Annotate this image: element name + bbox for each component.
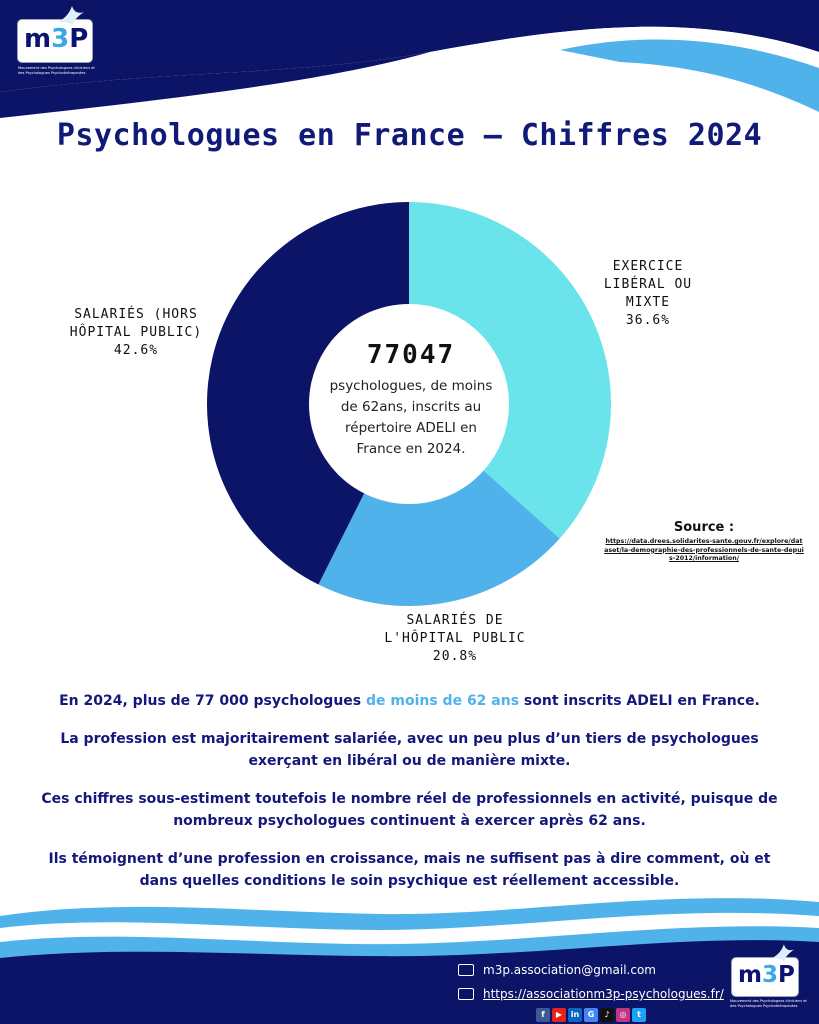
logo-tagline-footer: Mouvement des Psychologues cliniciens et des Psychologues Psychothérapeutes: [730, 999, 807, 1008]
source-block: [604, 520, 804, 564]
contact-block: [458, 960, 728, 1022]
logo-wordmark-footer: m3P: [738, 962, 795, 988]
source-link[interactable]: https://data.drees.solidarites-sante.gouv.fr/explore/dataset/la-demographie-des-professionnels-de-sante-depuis-2012/information/: [604, 538, 804, 563]
slice-name-liberal: EXERCICE LIBÉRAL OU MIXTE: [603, 259, 693, 310]
email-icon: [458, 964, 474, 976]
linkedin-icon[interactable]: in: [568, 1008, 582, 1022]
paragraph-1: En 2024, plus de 77 000 psychologues de moins de 62 ans sont inscrits ADELI en France.: [59, 693, 760, 709]
paragraph-3: Ces chiffres sous-estiment toutefois le nombre réel de professionnels en activité, puisque de nombreux psychologues continuent à exercer après 62 ans.: [41, 791, 778, 829]
paragraph-4: Ils témoignent d’une profession en croissance, mais ne suffisent pas à dire comment, où et dans quelles conditions le soin psychique est réellement accessible.: [48, 851, 771, 889]
body-text: [40, 690, 779, 908]
center-description: psychologues, de moins de 62ans, inscrits au répertoire ADELI en France en 2024.: [329, 378, 493, 457]
twitter-icon[interactable]: t: [632, 1008, 646, 1022]
logo-wordmark: m3P: [24, 24, 89, 54]
email-address[interactable]: m3p.association@gmail.com: [483, 963, 656, 977]
website-link[interactable]: https://associationm3p-psychologues.fr/: [483, 987, 724, 1001]
bird-icon-footer: [770, 942, 796, 964]
slice-value-hopital: 20.8%: [432, 649, 478, 664]
email-row: [458, 960, 728, 980]
center-total: 77047: [366, 340, 456, 370]
paragraph-2: La profession est majoritairement salariée, avec un peu plus d’un tiers de psychologues exerçant en libéral ou de manière mixte.: [60, 731, 759, 769]
slice-name-salaries-hors: SALARIÉS (HORS HÔPITAL PUBLIC): [69, 307, 203, 340]
source-title: Source :: [673, 520, 735, 535]
slice-label-hopital: [370, 612, 540, 666]
google-icon[interactable]: G: [584, 1008, 598, 1022]
instagram-icon[interactable]: ◎: [616, 1008, 630, 1022]
tiktok-icon[interactable]: ♪: [600, 1008, 614, 1022]
web-icon: [458, 988, 474, 1000]
slice-value-salaries-hors: 42.6%: [113, 343, 159, 358]
page-title: Psychologues en France – Chiffres 2024: [56, 118, 763, 153]
slice-name-hopital: SALARIÉS DE L'HÔPITAL PUBLIC: [384, 613, 526, 646]
highlight-age: de moins de 62 ans: [365, 693, 520, 709]
logo-tagline: Mouvement des Psychologues cliniciens et des Psychologues Psychothérapeutes: [18, 66, 95, 75]
donut-center: [322, 340, 500, 460]
slice-label-salaries-hors: [56, 306, 216, 360]
slice-value-liberal: 36.6%: [625, 313, 671, 328]
slice-label-liberal: [586, 258, 710, 330]
facebook-icon[interactable]: f: [536, 1008, 550, 1022]
youtube-icon[interactable]: ▶: [552, 1008, 566, 1022]
social-icons: [536, 1008, 728, 1022]
website-row: [458, 984, 728, 1004]
